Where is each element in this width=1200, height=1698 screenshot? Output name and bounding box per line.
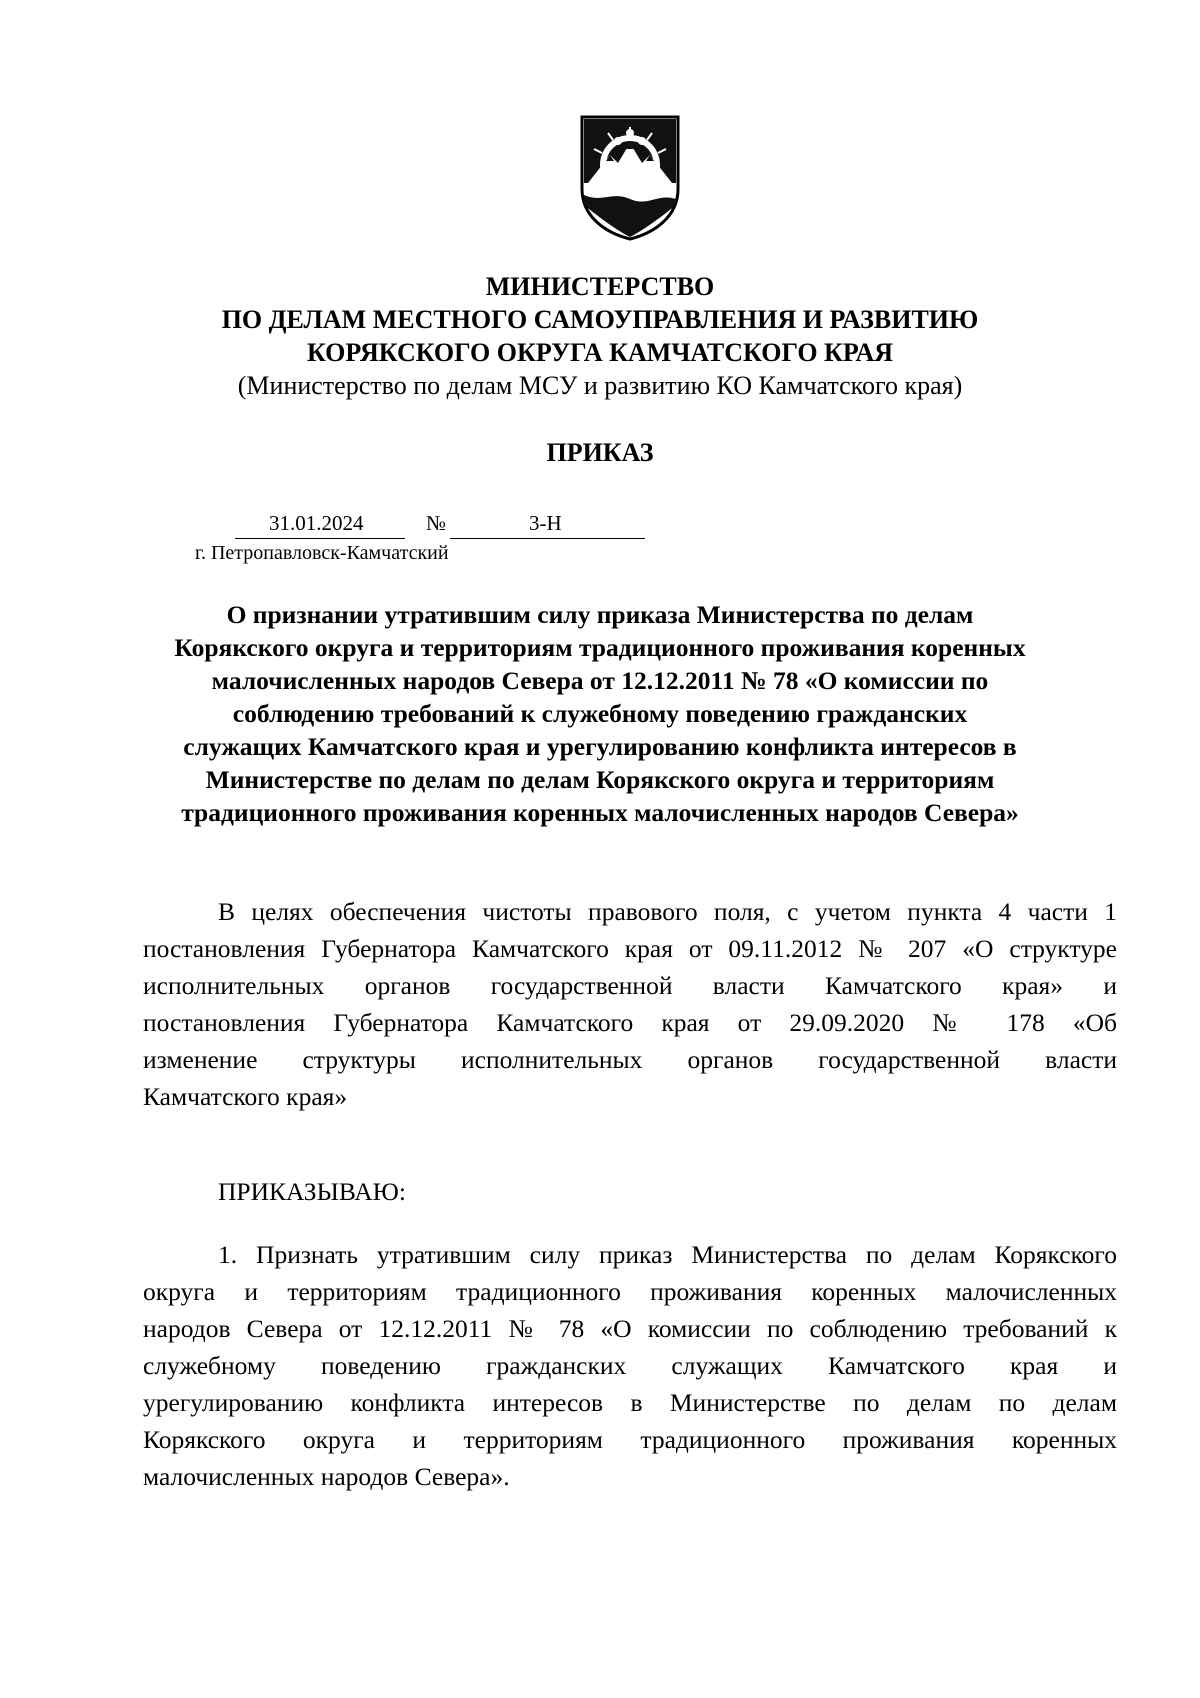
number-underline [450, 538, 645, 539]
preamble-line: Камчатского края» [143, 1082, 348, 1111]
order-word: ПРИКАЗЫВАЮ: [218, 1177, 406, 1206]
preamble-line: исполнительных органов государственной власти Камчатского края» и [143, 971, 1117, 1000]
preamble-paragraph [143, 893, 1117, 1115]
subject-line: малочисленных народов Севера от 12.12.2011 № 78 «О комиссии по [211, 666, 989, 695]
number-sign: № [426, 511, 447, 535]
document-city: г. Петропавловск-Камчатский [195, 542, 449, 564]
subject-line: Корякского округа и территориям традиционного проживания коренных [174, 633, 1026, 662]
preamble-line: постановления Губернатора Камчатского края от 29.09.2020 № 178 «Об [143, 1008, 1117, 1037]
ministry-name [140, 270, 1060, 369]
document-date: 31.01.2024 [269, 511, 364, 535]
document-number: 3-Н [529, 511, 562, 535]
item-1-line: народов Севера от 12.12.2011 № 78 «О комиссии по соблюдению требований к [143, 1314, 1117, 1343]
date-underline [235, 538, 405, 539]
item-1-line: округа и территориям традиционного проживания коренных малочисленных [143, 1277, 1117, 1306]
document-subject [140, 598, 1060, 829]
preamble-line: изменение структуры исполнительных органов государственной власти [143, 1045, 1117, 1074]
item-1-line: служебному поведению гражданских служащих Камчатского края и [143, 1351, 1117, 1380]
subject-line: соблюдению требований к служебному поведению гражданских [232, 699, 968, 728]
subject-line: Министерстве по делам по делам Корякского округа и территориям [205, 765, 995, 794]
subject-line: О признании утратившим силу приказа Министерства по делам [226, 600, 974, 629]
item-1-line: малочисленных народов Севера». [143, 1462, 510, 1491]
ministry-short-name: (Министерство по делам МСУ и развитию КО Камчатского края) [237, 371, 963, 400]
item-1-line: 1. Признать утратившим силу приказ Министерства по делам Корякского [218, 1240, 1117, 1269]
coat-of-arms-icon [578, 113, 682, 241]
date-number-row [235, 511, 645, 539]
ministry-name-line: ПО ДЕЛАМ МЕСТНОГО САМОУПРАВЛЕНИЯ И РАЗВИТИЮ [221, 305, 979, 334]
item-1-line: урегулированию конфликта интересов в Министерстве по делам по делам [143, 1388, 1117, 1417]
subject-line: служащих Камчатского края и урегулированию конфликта интересов в [183, 732, 1017, 761]
preamble-line: постановления Губернатора Камчатского края от 09.11.2012 № 207 «О структуре [143, 934, 1117, 963]
item-1-paragraph [143, 1236, 1117, 1495]
preamble-line: В целях обеспечения чистоты правового поля, с учетом пункта 4 части 1 [218, 897, 1117, 926]
item-1-line: Корякского округа и территориям традиционного проживания коренных [143, 1425, 1117, 1454]
subject-line: традиционного проживания коренных малочисленных народов Севера» [181, 798, 1019, 827]
ministry-name-line: МИНИСТЕРСТВО [485, 272, 715, 301]
document-type: ПРИКАЗ [546, 438, 654, 467]
ministry-name-line: КОРЯКСКОГО ОКРУГА КАМЧАТСКОГО КРАЯ [306, 338, 894, 367]
